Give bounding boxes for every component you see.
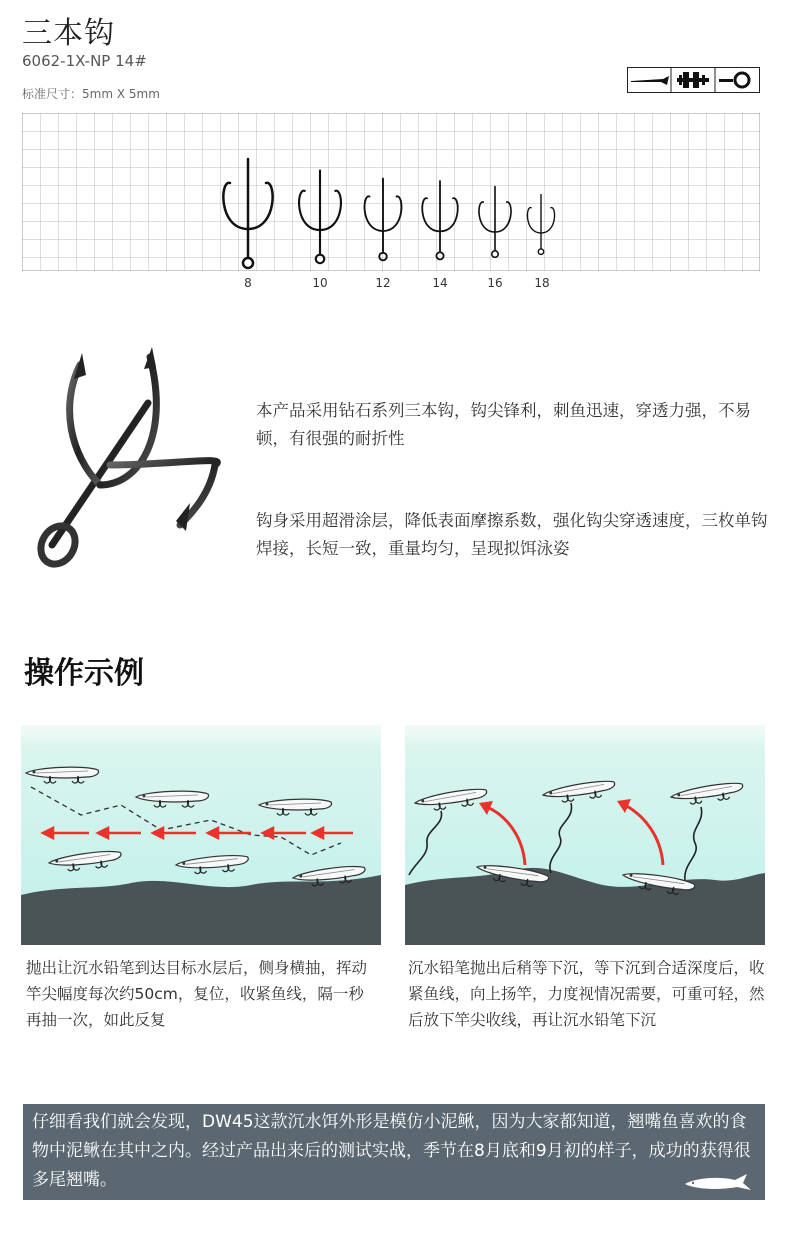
footer-text: 仔细看我们就会发现，DW45这款沉水饵外形是模仿小泥鳅，因为大家都知道，翘嘴鱼喜欢的食物中泥鳅在其中之内。经过产品出来后的测试实战，季节在8月底和9月初的样子，成功的获得很多尾翘嘴。 bbox=[32, 1112, 751, 1190]
size-label-12: 12 bbox=[375, 276, 391, 290]
size-grid bbox=[22, 113, 760, 271]
description-paragraph-2: 钩身采用超滑涂层，降低表面摩擦系数，强化钩尖穿透速度，三枚单钩焊接，长短一致，重量均匀，呈现拟饵泳姿 bbox=[256, 511, 768, 558]
feature-icon-strip bbox=[627, 67, 760, 93]
standard-size: 标准尺寸：5mm X 5mm bbox=[22, 87, 160, 101]
caption-lifting: 沉水铅笔抛出后稍等下沉，等下沉到合适深度后，收紧鱼线，向上扬竿，力度视情况需要，可重可轻，然后放下竿尖收线，再让沉水铅笔下沉 bbox=[408, 959, 765, 1029]
fish-icon bbox=[683, 1170, 753, 1194]
page-title: 三本钩 bbox=[22, 16, 115, 51]
operation-section-title: 操作示例 bbox=[24, 656, 144, 691]
treble-hook-image bbox=[30, 345, 230, 570]
caption-jerking: 抛出让沉水铅笔到达目标水层后，侧身横抽，挥动竿尖幅度每次约50cm，复位，收紧鱼线，隔一秒再抽一次，如此反复 bbox=[26, 959, 368, 1029]
size-label-14: 14 bbox=[432, 276, 448, 290]
operation-diagram-lifting bbox=[405, 725, 765, 945]
size-label-8: 8 bbox=[244, 276, 252, 290]
size-label-16: 16 bbox=[487, 276, 503, 290]
operation-diagram-jerking bbox=[21, 725, 381, 945]
size-label-18: 18 bbox=[534, 276, 550, 290]
model-number: 6062-1X-NP 14# bbox=[22, 52, 147, 70]
description-paragraph-1: 本产品采用钻石系列三本钩，钩尖锋利，刺鱼迅速，穿透力强，不易顿，有很强的耐折性 bbox=[256, 401, 751, 448]
size-label-10: 10 bbox=[312, 276, 328, 290]
